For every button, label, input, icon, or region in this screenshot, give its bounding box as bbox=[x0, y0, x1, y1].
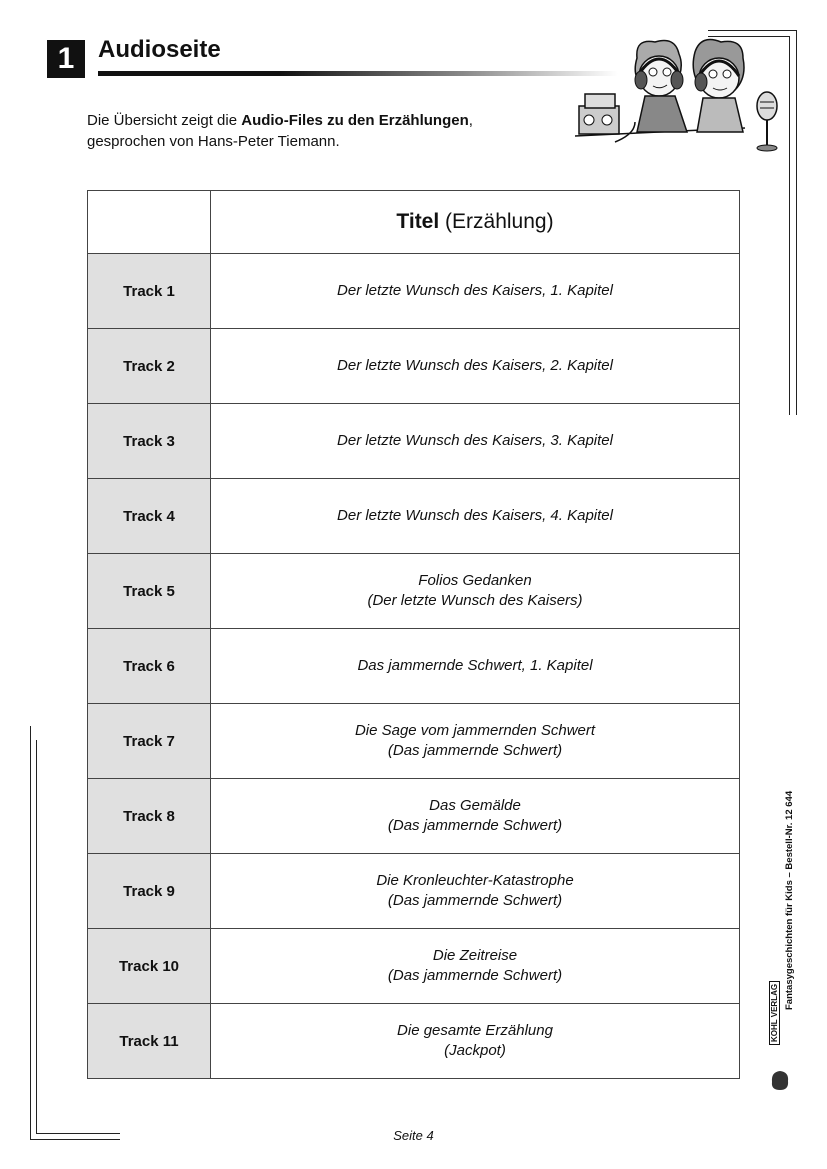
publisher-logo-text: KOHL VERLAG bbox=[769, 981, 780, 1045]
track-title-line2: (Das jammernde Schwert) bbox=[387, 742, 563, 759]
track-number-cell: Track 8 bbox=[88, 779, 211, 854]
audio-tracks-table bbox=[87, 190, 740, 1079]
track-title-cell bbox=[211, 854, 740, 929]
track-number-cell: Track 4 bbox=[88, 479, 211, 554]
track-number-cell: Track 5 bbox=[88, 554, 211, 629]
track-rows bbox=[88, 254, 740, 1079]
section-number-badge: 1 bbox=[47, 40, 85, 78]
track-title-line1: Die gesamte Erzählung bbox=[397, 1022, 553, 1039]
table-row bbox=[88, 704, 740, 779]
page-title: Audioseite bbox=[98, 36, 221, 63]
kids-headphones-illustration bbox=[575, 38, 790, 156]
track-title-line1: Das Gemälde bbox=[429, 797, 521, 814]
column-header-title bbox=[211, 191, 740, 254]
intro-text-line2: gesprochen von Hans-Peter Tiemann. bbox=[87, 133, 340, 150]
track-number-cell: Track 6 bbox=[88, 629, 211, 704]
column-header-title-rest: (Erzählung) bbox=[439, 210, 554, 233]
title-underline bbox=[98, 71, 618, 76]
track-title-cell bbox=[211, 554, 740, 629]
frame-line bbox=[708, 36, 790, 37]
track-title-cell bbox=[211, 404, 740, 479]
intro-text-comma: , bbox=[468, 112, 473, 129]
track-title-line2: (Das jammernde Schwert) bbox=[387, 892, 563, 909]
track-title-line2: (Das jammernde Schwert) bbox=[387, 967, 563, 984]
intro-text-bold: Audio-Files zu den Erzählungen bbox=[241, 112, 469, 129]
table-row bbox=[88, 554, 740, 629]
table-row bbox=[88, 1004, 740, 1079]
intro-text bbox=[87, 110, 557, 152]
track-title-line1: Das jammernde Schwert, 1. Kapitel bbox=[357, 657, 593, 674]
table-row bbox=[88, 479, 740, 554]
table-row bbox=[88, 854, 740, 929]
track-number-cell: Track 11 bbox=[88, 1004, 211, 1079]
page-number: Seite 4 bbox=[393, 1128, 434, 1143]
table-header-row bbox=[88, 191, 740, 254]
frame-line bbox=[708, 30, 796, 31]
track-title-line2: (Der letzte Wunsch des Kaisers) bbox=[367, 592, 583, 609]
table-row bbox=[88, 329, 740, 404]
column-header-title-bold: Titel bbox=[396, 210, 440, 233]
track-number-cell: Track 7 bbox=[88, 704, 211, 779]
track-title-cell bbox=[211, 1004, 740, 1079]
table-corner-cell bbox=[88, 191, 211, 254]
track-title-cell bbox=[211, 479, 740, 554]
frame-line bbox=[796, 30, 797, 415]
track-number-cell: Track 2 bbox=[88, 329, 211, 404]
table-row bbox=[88, 404, 740, 479]
track-title-cell bbox=[211, 929, 740, 1004]
table-row bbox=[88, 629, 740, 704]
track-title-line1: Der letzte Wunsch des Kaisers, 4. Kapitel bbox=[337, 507, 613, 524]
track-title-line1: Die Zeitreise bbox=[432, 947, 518, 964]
track-title-cell bbox=[211, 629, 740, 704]
table-row bbox=[88, 254, 740, 329]
track-number-cell: Track 10 bbox=[88, 929, 211, 1004]
frame-line bbox=[36, 740, 37, 1133]
side-imprint: Fantasygeschichten für Kids – Bestell-Nr. 12 644 bbox=[784, 790, 795, 1010]
frame-line bbox=[30, 726, 31, 1139]
track-number-cell: Track 1 bbox=[88, 254, 211, 329]
track-title-line1: Die Sage vom jammernden Schwert bbox=[354, 722, 596, 739]
table-row bbox=[88, 779, 740, 854]
track-title-line1: Der letzte Wunsch des Kaisers, 3. Kapitel bbox=[337, 432, 613, 449]
track-number-cell: Track 3 bbox=[88, 404, 211, 479]
table-row bbox=[88, 929, 740, 1004]
track-number-cell: Track 9 bbox=[88, 854, 211, 929]
track-title-line2: (Das jammernde Schwert) bbox=[387, 817, 563, 834]
track-title-cell bbox=[211, 254, 740, 329]
track-title-line1: Der letzte Wunsch des Kaisers, 1. Kapitel bbox=[337, 282, 613, 299]
intro-text-start: Die Übersicht zeigt die bbox=[87, 112, 242, 129]
track-title-line2: (Jackpot) bbox=[444, 1042, 506, 1059]
track-title-line1: Folios Gedanken bbox=[418, 572, 532, 589]
track-title-cell bbox=[211, 779, 740, 854]
publisher-logo-icon bbox=[769, 1068, 791, 1092]
track-title-cell bbox=[211, 329, 740, 404]
track-title-line1: Der letzte Wunsch des Kaisers, 2. Kapitel bbox=[337, 357, 613, 374]
track-title-line1: Die Kronleuchter-Katastrophe bbox=[376, 872, 574, 889]
track-title-cell bbox=[211, 704, 740, 779]
